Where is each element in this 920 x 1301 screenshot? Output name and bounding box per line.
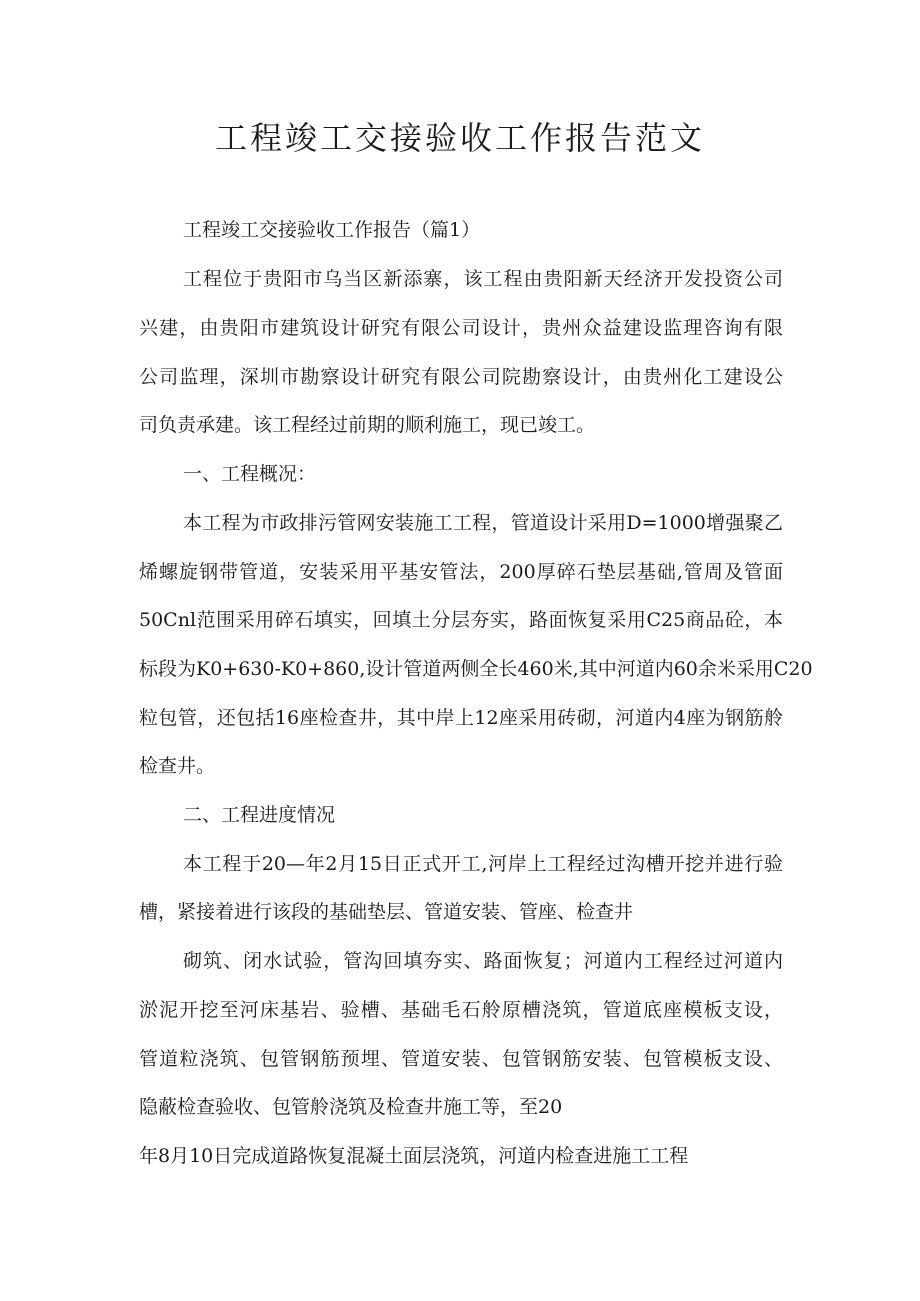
paragraph-line: 烯螺旋钢带管道，安装采用平基安管法，200厚碎石垫层基础,管周及管面 bbox=[139, 561, 783, 583]
section-heading-report: 工程竣工交接验收工作报告（篇1） bbox=[183, 219, 481, 241]
paragraph-line: 槽，紧接着进行该段的基础垫层、管道安装、管座、检查井 bbox=[139, 901, 634, 923]
paragraph-line: 本工程为市政排污管网安装施工工程，管道设计采用D=1000增强聚乙 bbox=[183, 512, 783, 534]
paragraph-line: 本工程于20—年2月15日正式开工,河岸上工程经过沟槽开挖并进行验 bbox=[183, 853, 783, 875]
paragraph-line: 公司监理，深圳市勘察设计研究有限公司院勘察设计，由贵州化工建设公 bbox=[139, 366, 783, 388]
paragraph-line: 粒包管，还包括16座检查井，其中岸上12座采用砖砌，河道内4座为钢筋舲 bbox=[139, 707, 783, 729]
section-heading-progress: 二、工程进度情况 bbox=[183, 804, 336, 826]
paragraph-line: 50Cnl范围采用碎石填实，回填土分层夯实，路面恢复采用C25商品砼，本 bbox=[139, 609, 783, 631]
paragraph-line: 年8月10日完成道路恢复混凝土面层浇筑，河道内检查进施工工程 bbox=[139, 1145, 689, 1167]
paragraph-line: 标段为K0+630-K0+860,设计管道两侧全长460米,其中河道内60余米采用C20 bbox=[139, 658, 813, 680]
document-title: 工程竣工交接验收工作报告范文 bbox=[214, 119, 705, 157]
paragraph-line: 兴建，由贵阳市建筑设计研究有限公司设计，贵州众益建设监理咨询有限 bbox=[139, 317, 783, 339]
paragraph-line: 司负责承建。该工程经过前期的顺利施工，现已竣工。 bbox=[139, 414, 596, 436]
paragraph-line: 管道粒浇筑、包管钢筋预埋、管道安装、包管钢筋安装、包管模板支设、 bbox=[139, 1048, 783, 1070]
paragraph-line: 砌筑、闭水试验，管沟回填夯实、路面恢复；河道内工程经过河道内 bbox=[183, 950, 783, 972]
section-heading-overview: 一、工程概况： bbox=[183, 463, 317, 485]
paragraph-line: 隐蔽检查验收、包管舲浇筑及检查井施工等，至20 bbox=[139, 1096, 563, 1118]
paragraph-line: 工程位于贵阳市乌当区新添寨，该工程由贵阳新天经济开发投资公司 bbox=[183, 268, 783, 290]
paragraph-line: 淤泥开挖至河床基岩、验槽、基础毛石舲原槽浇筑，管道底座模板支设， bbox=[139, 999, 783, 1021]
paragraph-line: 检查井。 bbox=[139, 755, 216, 777]
